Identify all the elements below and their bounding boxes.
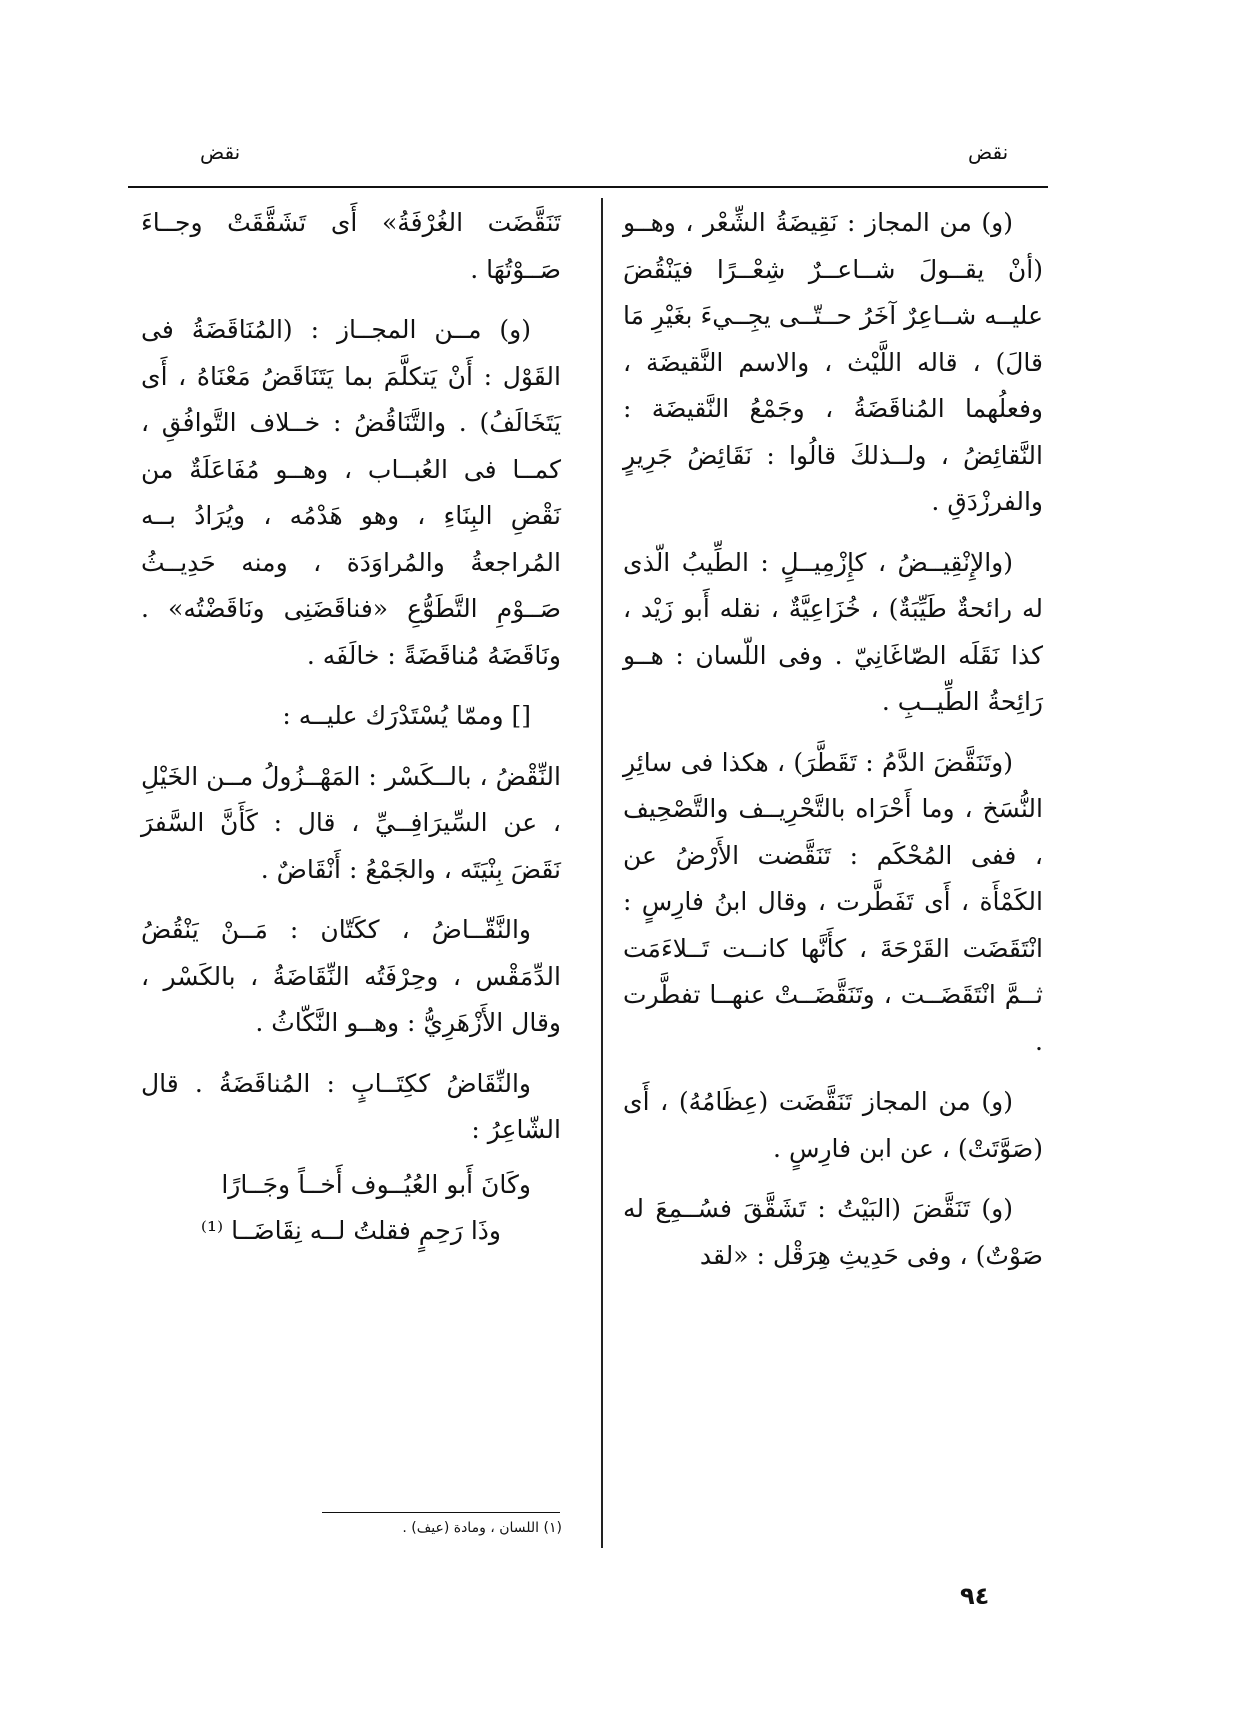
entry-paragraph-naqqad: والنَّقّــاضُ ، ككَتّان : مَــنْ يَنْقُضُ الدِّمَقْس ، وحِرْفَتُه النِّقَاضَةُ ، بالكَسْر ، وقال الأَزْهَرِيُّ : وهــو النَّكّاثُ . [141,915,561,1037]
entry-paragraph-izam: (و) من المجاز تَنَقَّضَت (عِظَامُهُ) ، أَى (صَوَّتَتْ) ، عن ابن فارِسٍ . [623,1087,1043,1163]
right-column [623,200,1043,1279]
entry-paragraph-niqad: والنِّقَاضُ ككِتَــابٍ : المُناقَضَةُ . قال الشّاعِرُ : [141,1068,561,1144]
entry-paragraph-mustadrak: [] وممّا يُسْتَدْرَك عليــه : [282,701,531,730]
verse-line-2: وذَا رَحِمٍ فقلتُ لــه نِقَاضَــا ⁽¹⁾ [200,1216,501,1245]
entry-paragraph-tanaqqada-dam: (وتَنَقَّضَ الدَّمُ : تَقَطَّرَ) ، هكذا فى سائِرِ النُّسَخ ، وما أَحْرَاه بالتَّحْرِيــف والتَّصْحِيف ، ففى المُحْكَم : تَنَقَّضت الأَرْضُ عن الكَمْأَة ، أَى تَفَطَّرت ، وقال ابنُ فارِسٍ : انْتَقَضَت القَرْحَةَ ، كأَنَّها كانــت تَــلاءَمَت ثــمَّ انْتَقَضَــت ، وتَنَقَّضَــتْ عنهــا تفطَّرت . [623,747,1043,1056]
entry-paragraph-munaqada: (و) مــن المجــاز : (المُنَاقَضَةُ فى القَوْل : أَنْ يَتكلَّمَ بما يَتَنَاقَضُ مَعْنَاهُ ، أَى يَتَخَالَفُ) . والتَّنَاقُضُ : خــلاف التَّوافُقِ ، كمــا فى العُبــاب ، وهــو مُفَاعَلَةٌ من نَقْضِ البِنَاءِ ، وهو هَدْمُه ، ويُرَادُ بــه المُراجعةُ والمُراوَدَة ، ومنه حَدِيــثُ صَــوْمِ التَّطَوُّعِ «فناقَضَنِى ونَاقَضْتُه» . ونَاقَضَهُ مُناقَضَةً : خالَفَه . [141,315,561,670]
page-number: ٩٤ [960,1582,990,1610]
entry-paragraph-naqida: (و) من المجاز : نَقِيضَةُ الشِّعْر ، وهــو (أنْ يقــولَ شــاعــرٌ شِعْــرًا فيَنْقُضَ عليــه شــاعِرٌ آخَرُ حــتّــى يجِــيءَ بغَيْرِ مَا قالَ) ، قاله اللَّيْث ، والاسم النَّقيضَة ، وفعلُهما المُناقَضَةُ ، وجَمْعُ النَّقيضَة : النَّقائِضُ ، ولــذلكَ قالُوا : نَقَائِضُ جَرِيرٍ والفرزْدَقِ . [623,208,1043,516]
footnote-rule [322,1512,560,1513]
verse-line-1: وكَانَ أَبو العُيُــوف أَخــاً وجَــارًا [221,1169,531,1199]
running-head-left: نقض [200,140,241,164]
running-head-right: نقض [968,140,1009,164]
entry-paragraph-bayt: (و) تَنَقَّضَ (البَيْتُ : تَشَقَّقَ فسُــمِعَ له صَوْتٌ) ، وفى حَدِيثِ هِرَقْل : «لقد [623,1194,1043,1270]
header-rule [128,186,1048,188]
footnote: (١) اللسان ، ومادة (عيف) . [402,1520,562,1536]
entry-paragraph-inqid: (والإِنْقِيــضُ ، كإِزْمِيــلٍ : الطِّيبُ الّذى له رائحةٌ طَيِّبَةٌ) ، خُزَاعِيَّةٌ ، نقله أَبو زَيْد ، كذا نَقَلَه الصّاغَانِيّ . وفى اللّسان : هــو رَائِحةُ الطِّيــبِ . [623,547,1043,716]
column-divider [601,198,603,1548]
entry-paragraph-continuation: تَنَقَّضَت الغُرْفَةُ» أَى تَشَقَّقَتْ وجــاءَ صَــوْتُهَا . [141,208,561,284]
entry-paragraph-niqd: النِّقْضُ ، بالــكَسْر : المَهْــزُولُ مــن الخَيْلِ ، عن السِّيرَافِــيِّ ، قال : كَأَنَّ السَّفرَ نَقَضَ بِنْيَتَه ، والجَمْعُ : أَنْقَاضٌ . [141,761,561,884]
left-column [141,200,561,1255]
